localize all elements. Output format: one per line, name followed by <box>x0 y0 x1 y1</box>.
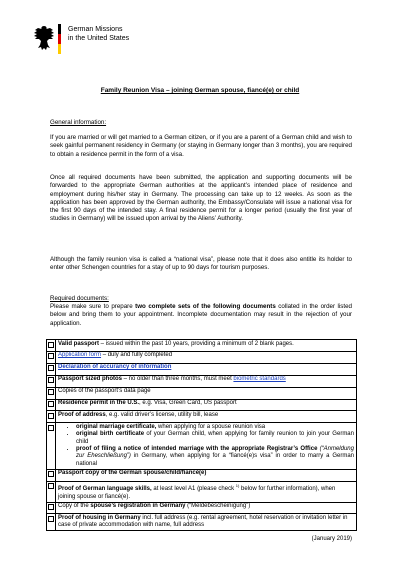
organization-name: German Missions in the United States <box>68 26 130 42</box>
table-row: Proof of housing in Germany incl. full address (e.g. rental agreement, hotel reservation or invitation letter in case of private accommodation with name, full address <box>47 514 357 531</box>
civil-documents-list <box>58 424 354 468</box>
biometric-standards-link[interactable]: biometric standards <box>233 376 286 383</box>
empty-checkbox-icon[interactable] <box>48 471 54 477</box>
table-row: Passport copy of the German spouse/child/fiancé(e) <box>47 469 357 481</box>
table-row <box>47 363 357 375</box>
german-flag-stripe <box>58 24 61 54</box>
table-row: Application form – duly and fully completed <box>47 351 357 363</box>
federal-eagle-icon <box>33 24 55 54</box>
table-row: Proof of German language skills, at least level A1 (please check $^{1)}$ below for further information), when joining spouse or fiancé(e). <box>47 481 357 502</box>
declaration-accuracy-link[interactable]: Declaration of accurancy of information <box>58 364 172 371</box>
empty-checkbox-icon[interactable] <box>48 483 54 489</box>
table-row: Copy of the spouse’s registration in Germany (“Meldebescheinigung”) <box>47 502 357 514</box>
general-paragraph-3: Although the family reunion visa is called a “national visa”, please note that it does also entitle its holder to enter other Schengen countries for a stay of up to 90 days for tourism purposes. <box>50 256 352 272</box>
document-date: (January 2019) <box>311 536 352 542</box>
application-form-link[interactable]: Application form <box>58 352 102 359</box>
table-row <box>47 423 357 469</box>
empty-checkbox-icon[interactable] <box>48 504 54 510</box>
empty-checkbox-icon[interactable] <box>48 389 54 395</box>
empty-checkbox-icon[interactable] <box>48 377 54 383</box>
general-information-heading: General information: <box>50 119 107 126</box>
empty-checkbox-icon[interactable] <box>48 353 54 359</box>
table-row: Residence permit in the U.S., e.g. Visa, Green Card, US passport <box>47 399 357 411</box>
table-row: Passport sized photos – no older than three months, must meet biometric standards <box>47 375 357 387</box>
empty-checkbox-icon[interactable] <box>48 413 54 419</box>
required-documents-intro: Please make sure to prepare two complete sets of the following documents collated in the order listed below and bring them to your appointment. Incomplete documentation may result in the rejection of your application. <box>50 303 352 327</box>
table-row: Proof of address, e.g. valid driver’s license, utility bill, lease <box>47 411 357 423</box>
list-item: • original marriage certificate, when applying for a spouse reunion visa <box>76 424 354 431</box>
general-paragraph-2: Once all required documents have been submitted, the application and supporting documents will be forwarded to the appropriate German authorities at the applicant’s intended place of residence and employment during his/her stay in Germany. The processing can take up to 12 weeks. As soon as the application has been approved by the German authority, the Embassy/Consulate will issue a national visa for the first 90 days of the intended stay. A final residence permit for a longer period (usually the first year of studies in Germany) will be issued upon arrival by the Aliens’ Authority. <box>50 174 352 223</box>
required-documents-table <box>46 339 357 531</box>
table-row: Copies of the passport’s data page <box>47 387 357 399</box>
empty-checkbox-icon[interactable] <box>48 425 54 431</box>
empty-checkbox-icon[interactable] <box>48 516 54 522</box>
list-item: • proof of filing a notice of intended marriage with the appropriate Registrar’s Office (“Anmeldung zur Eheschließung”) in Germany, when applying for a “fiancé(e)s visa” in order to marry a German national <box>76 446 354 468</box>
empty-checkbox-icon[interactable] <box>48 365 54 371</box>
list-item: • original birth certificate of your German child, when applying for family reunion to join your German child <box>76 431 354 446</box>
empty-checkbox-icon[interactable] <box>48 342 54 348</box>
document-title: Family Reunion Visa – joining German spouse, fiancé(e) or child <box>100 87 300 94</box>
general-paragraph-1: If you are married or will get married to a German citizen, or if you are a parent of a German child and wish to seek gainful permanent residency in Germany (or staying in Germany longer than 3 months), you are required to obtain a residence permit in the form of a visa. <box>50 134 352 158</box>
table-row: Valid passport – issued within the past 10 years, providing a minimum of 2 blank pages. <box>47 340 357 352</box>
required-documents-heading: Required documents: <box>50 295 109 302</box>
empty-checkbox-icon[interactable] <box>48 401 54 407</box>
